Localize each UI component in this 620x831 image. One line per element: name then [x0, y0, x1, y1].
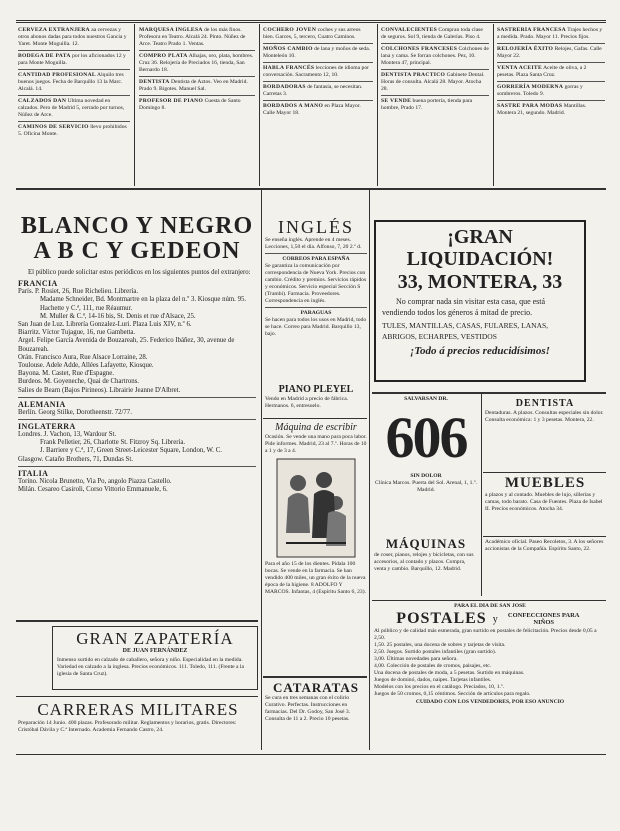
postales-line: Modelos con los precios en el catálogo. Preciados, 10, 1.º. [374, 684, 505, 690]
address-line: Berlín. Georg Stilke, Dorotheenstr. 72/77. [18, 408, 132, 416]
inglaterra-lines [18, 431, 256, 464]
postales-line: Juegos de dominó, dados, naipes. Tarjetas infantiles. [374, 677, 492, 683]
liquidacion-items: TULES, MANTILLAS, CASAS, FULARES, LANAS, ABRIGOS, ECHARPES, VESTIDOS [382, 321, 549, 341]
classified-item: COLCHONES FRANCESES Colchones de lana y cama. Se forran colchones. Pez, 10. Montera 47, principal. [381, 46, 489, 66]
divider [265, 307, 367, 308]
divider [18, 95, 130, 96]
zapateria-title: GRAN ZAPATERÍA [76, 629, 234, 648]
section-rule [263, 418, 367, 419]
ad-606-number: 606 [385, 405, 467, 470]
postales-head: PARA EL DÍA DE SAN JOSÉ [454, 603, 526, 609]
classified-item: DENTISTA PRACTICO Gabinete Dental. Horas de consulta. Alcalá 28. Mayor. Atocha 28. [381, 72, 485, 92]
zapateria-owner: DE JUAN FERNÁNDEZ [122, 648, 188, 654]
maquinas-body: de coser, pianos, relojes y bicicletas, con sus accesorios, al contado y plazos. Compra, venta y cambio. Barquillo, 12. Madrid. [374, 552, 474, 572]
maquinas-title: MÁQUINAS [385, 536, 467, 551]
address-line: San Juan de Luz. Librería Gonzalez-Luri. Plaza Luis XIV, n.º 6. [18, 321, 192, 329]
classified-item: COCHERO JOVEN coches y sus arreos bien. Garces, 5, tercero, Cuatro Caminos. [263, 27, 361, 40]
blanco-negro-ad [18, 214, 256, 614]
divider [497, 43, 605, 44]
maquina-ad [265, 422, 367, 658]
maquina-caption: Para el año 15 de los dientes. Pídala 100 bocas. Se vende en la farmacia. Se han vendido 400 miles, un gran éxito de la nueva época de la higiene. 8 ADOLFO Y MARCOS. Infantas, 4 (Espíritu Santo 6, 23). [265, 561, 366, 595]
postales-line: Una docena de postales de moda, a 5 pesetas. Surtido en máquinas. [374, 670, 525, 676]
classified-item: RELOJERÍA ÉXITO Relojes, Gafas. Calle Mayor 22. [497, 46, 602, 59]
abc-gedeon-title: A B C Y GEDEON [33, 238, 241, 264]
address-line: Londres. J. Vachon, 13, Wardour St. [18, 431, 117, 439]
postales-line: 4,00. Colección de postales de cromos, paisajes, etc. [374, 663, 492, 669]
ad-606 [374, 396, 478, 532]
ingles-title: INGLÉS [278, 218, 354, 237]
classifieds-col-3 [263, 27, 373, 185]
classified-item: CALZADOS DAN Ultima novedad en calzados. Pero de Madrid 5, cerrado por turnos, Núñez de Arce. [18, 98, 125, 118]
divider [18, 419, 256, 420]
divider [381, 43, 489, 44]
blanco-negro-title: BLANCO Y NEGRO [20, 214, 254, 239]
address-line: J. Barriere y C.ª, 17, Green Street-Leicester Square, London, W. C. [40, 447, 222, 455]
top-border [16, 20, 606, 21]
section-rule [372, 600, 606, 601]
classified-item: CANTIDAD PROFESIONAL Alquilo tres buenos juegos. Fecha de Barquillo 13 la Marc. Alcalá. 14. [18, 72, 124, 92]
classifieds-col-1 [18, 27, 130, 185]
address-line: Toulouse. Adele Adde, Allées Lafayette, Kiosque. [18, 362, 154, 370]
column-rule [481, 394, 482, 596]
divider [18, 466, 256, 467]
classified-item: GORRERÍA MODERNA gorras y sombreros. Toledo 9. [497, 84, 583, 97]
divider [263, 62, 373, 63]
column-rule [134, 24, 135, 186]
carreras-ad [18, 700, 258, 750]
zapateria-body: Inmenso surtido en calzado de caballero, señora y niño. Especialidad en la medida. Variedad en calzado a la inglesa. Precios económicos. 111. Toledo, 111. (Frente a la iglesia de Santa Cruz). [57, 657, 244, 677]
divider [18, 397, 256, 398]
liquidacion-title: ¡GRAN LIQUIDACIÓN! [406, 226, 554, 270]
zapateria-ad [52, 626, 258, 690]
divider [263, 81, 373, 82]
column-rule [261, 190, 262, 750]
section-rule [263, 676, 367, 678]
postales-ad [374, 603, 606, 751]
ad-606-sub: SIN DOLOR [410, 473, 442, 479]
divider [139, 76, 255, 77]
classified-item: SE VENDE buena portería, tienda para hombre, Prado 17. [381, 98, 473, 111]
ingles-ad [265, 218, 367, 378]
dentista-body: Dentaduras. A plazos. Consultas especiales sin dolor. Consulta económica: 1 y 3 pesetas. Montera, 22. [485, 410, 604, 423]
maquina-title: Máquina de escribir [275, 422, 357, 433]
confecciones-title: CONFECCIONES PARA NIÑOS [507, 612, 580, 626]
column-rule [493, 24, 494, 186]
classified-item: SASTRE PARA MODAS Mantillas. Montera 21, segundo. Madrid. [497, 103, 587, 116]
postales-line: 3,00. Últimas novedades para señora. [374, 656, 458, 662]
section-rule [16, 620, 258, 622]
classified-item: CAMINOS DE SERVICIO llevo prohibidos 5. Oficina Monte. [18, 124, 127, 137]
liquidacion-ad [374, 220, 586, 382]
liquidacion-body: No comprar nada sin visitar esta casa, que está vendiendo todos los géneros á mitad de precio. [382, 297, 546, 317]
address-line: Argel. Felipe García Avenida de Bouzareah, 25. Federico Ibáñez, 30, avenue de Bouzareah. [18, 337, 235, 353]
muebles-ad [485, 475, 605, 533]
postales-line: 1,50. 25 postales, una docena de sobres y tarjetas de visita. [374, 642, 506, 648]
classified-item: VENTA ACEITE Aceite de oliva, a 2 pesetas. Plaza Santa Cruz. [497, 65, 587, 78]
address-line: Torino. Nicola Brunetto, Via Po, angolo Piazza Castello. [18, 477, 172, 485]
postales-footer: CUIDADO CON LOS VENDEDORES, POR ESO ANUNCIO [415, 699, 565, 705]
carreras-body: Preparación 14 Junio. 400 plazas. Profesorado militar. Reglamentos y horarios, gratis. Directores: Cristóbal Dávila y C.ª Internado. Academia Fernando Castro, 24. [18, 720, 237, 733]
column-rule [259, 24, 260, 186]
address-line: Milán. Cesareo Casiroli, Corso Vittorio Emmanuele, 6. [18, 486, 168, 494]
section-inglaterra: INGLATERRA [18, 422, 76, 432]
address-line: Madame Schneider, Bd. Montmartre en la plaza del n.º 3. Kiosque núm. 95. [40, 296, 247, 304]
ad-606-top: SALVARSÁN DR. [404, 396, 448, 402]
classified-item: BODEGA DE PATA por los aficionados 12 y para Monte Moguilla. [18, 53, 126, 66]
divider [497, 62, 605, 63]
section-rule [16, 696, 258, 697]
liquidacion-footer: ¡Todo á precios reducidísimos! [410, 345, 550, 357]
section-francia: FRANCIA [18, 279, 58, 289]
muebles-title: MUEBLES [504, 475, 586, 491]
section-rule [16, 188, 606, 190]
piano-body: Vendo en Madrid a precio de fábrica. Hermanos. 6, entresuelo. [265, 396, 349, 409]
address-line: Frank Pelletier, 26, Charlotte St. Fitzroy Sq. Librería. [40, 439, 186, 447]
italia-lines [18, 478, 256, 494]
divider [263, 43, 373, 44]
postales-line: 2,50. Juegos. Surtido postales infantiles (gran surtido). [374, 649, 497, 655]
section-italia: ITALIA [18, 468, 49, 478]
paraguas-title: PARAGUAS [300, 310, 332, 316]
muebles-body: a plazos y al contado. Muebles de lujo, sillerías y camas, todo barato. Casa de Fuentes. Plaza de Isabel II. Precios económicos. Atocha 34. [485, 492, 603, 512]
blanco-negro-intro: El público puede solicitar estos periódicos en los siguientes puntos del extranjero: [28, 269, 251, 276]
carreras-title: CARRERAS MILITARES [37, 700, 239, 719]
section-rule [483, 472, 606, 473]
piano-ad [265, 384, 367, 414]
postales-line: Al público y de calidad más esmerada, gran surtido en postales de felicitación. Precios desde 0,05 a 2,50. [374, 628, 597, 641]
cataratas-ad [265, 680, 367, 750]
maquina-body: Ocasión. Se vende una mano para poca labor. Pide informes. Madrid, 23 al 7.º. Horas de 10 a 1 y de 3 a 4. [265, 434, 367, 454]
divider [139, 50, 255, 51]
dentista-title: DENTISTA [515, 398, 575, 409]
address-line: Salies de Bearn (Bajos Pirineos). Librairie Jeanne D'Albret. [18, 386, 181, 394]
divider [18, 50, 130, 51]
classified-item: CERVEZA EXTRANJERA aa cervezas y otros abonos dadas para todos nuestros Gancia y Yaret. Monte Moguilla. 12. [18, 27, 127, 47]
classified-item: MOÑOS CAMBIO de lana y moños de seda. Monteleón 10. [263, 46, 371, 59]
address-line: Glasgow. Cataño Brothers, 71, Dundas St. [18, 455, 133, 463]
address-line: Hachette y C.ª, 111, rue Réaumur. [40, 304, 133, 312]
divider [497, 100, 605, 101]
classified-item: MARQUESA INGLESA de los más finos. Profesora en Teatro. Alcalá 24. Pinto. Núñez de Arce. Teatro Prado 1. Ventas. [139, 27, 246, 47]
figures-illustration [276, 458, 356, 558]
postales-lines [374, 628, 606, 698]
aviso-body: Académico oficial. Paseo Recoletos, 3. A los señores accionistas de la Compañía. Espíritu Santo, 22. [485, 539, 604, 552]
cataratas-title: CATARATAS [272, 680, 360, 695]
correos-body: Se garantiza la comunicación por correspondencia de Nueva York. Precios con cambio. Crédito y premios. Servicios rápidos y económicos. Servicio especial Sección S (Trambi). Farmacia. Proveedores. Correspondencia en inglés. [265, 263, 367, 304]
divider [18, 69, 130, 70]
postales-title: POSTALES [396, 610, 487, 627]
address-line: Burdeos. M. Goyeneche, Quai de Chartrons. [18, 378, 139, 386]
paraguas-body: Se hacen para todos los usos en Madrid, todo se hace. Correo para Madrid. Barquillo 13, bajo. [265, 317, 367, 337]
divider [381, 69, 489, 70]
section-alemania: ALEMANIA [18, 399, 66, 409]
section-rule [372, 392, 606, 394]
address-line: París. P. Rosiet, 26, Rue Richelieu. Librería. [18, 288, 139, 296]
dentista-ad [485, 398, 605, 468]
section-rule [483, 536, 606, 537]
divider [18, 121, 130, 122]
cataratas-body: Se cura en tres semanas con el colirio Curativo. Perfectas. Instrucciones en farmacias. Del Dr. Godoy, San José 3. Consulta de 11 a 2. Precio 10 pesetas. [265, 695, 351, 722]
classified-item: CONVALECIENTES Compran toda clase de seguros. Sol 9, tienda de Galerías. Piso 4. [381, 27, 483, 40]
classified-item: PROFESOR DE PIANO Cuesta de Santo Domingo 8. [139, 98, 241, 111]
classified-item: HABLA FRANCÉS lecciones de idioma por conversación. Sacramento 12, 10. [263, 65, 369, 78]
divider [265, 253, 367, 254]
classified-item: BORDADOS A MANO en Plaza Mayor. Calle Mayor 18. [263, 103, 361, 116]
divider [263, 100, 373, 101]
postales-and: y [492, 613, 498, 625]
classified-item: BORDADORAS de fantasía, se necesitan. Carretas 3. [263, 84, 363, 97]
postales-title-row [374, 610, 606, 628]
address-line: Orán. Francisco Aura, Rue Alsace Lorraine, 28. [18, 353, 148, 361]
classified-item: SASTRERÍA FRANCESA Trajes hechos y a medida. Prado. Mayor 11. Precios fijos. [497, 27, 603, 40]
classifieds-col-5 [497, 27, 605, 185]
divider [497, 81, 605, 82]
ingles-body: Se enseña inglés. Aprende en 4 meses. Lecciones, 1,50 el día. Alfonso, 7, 20 2.º d. [265, 237, 362, 250]
classifieds-col-2 [139, 27, 255, 185]
divider [139, 95, 255, 96]
top-border-inner [16, 22, 606, 23]
classifieds-col-4 [381, 27, 489, 185]
classified-item: DENTISTA Dentista de Aztos. Veo en Madrid. Prado 9. Bigotes. Manuel Sal. [139, 79, 248, 92]
column-rule [369, 190, 370, 750]
address-line: Bayona. M. Castet, Rue d'Espagne. [18, 370, 114, 378]
dental-illustration [276, 458, 356, 558]
francia-lines [18, 288, 256, 395]
aviso-ad [485, 539, 605, 595]
column-rule [377, 24, 378, 186]
classified-item: COMPRO PLATA Alhajas, oro, plata, hombres. Cruz 36. Relojería de Preciados 16, tienda, San Bernardo 18. [139, 53, 254, 73]
postales-line: Juegos de 50 cromos, 0,15 céntimos. Sección de artículos para regalo. [374, 691, 531, 697]
ad-606-body: Clínica Marcos. Puerta del Sol. Arenal, 1, 1.º. Madrid. [375, 480, 477, 493]
correos-title: CORREOS PARA ESPAÑA [282, 256, 350, 262]
piano-title: PIANO PLEYEL [278, 384, 354, 395]
liquidacion-address: 33, MONTERA, 33 [397, 271, 563, 293]
address-line: M. Muller & C.ª, 14-16 bis, St. Denis et rue d'Alsace, 25. [40, 312, 196, 320]
divider [381, 95, 489, 96]
address-line: Biarritz. Víctor Tujague, 16, rue Gambetta. [18, 329, 136, 337]
maquinas-ad [374, 536, 478, 596]
bottom-border [16, 754, 606, 755]
